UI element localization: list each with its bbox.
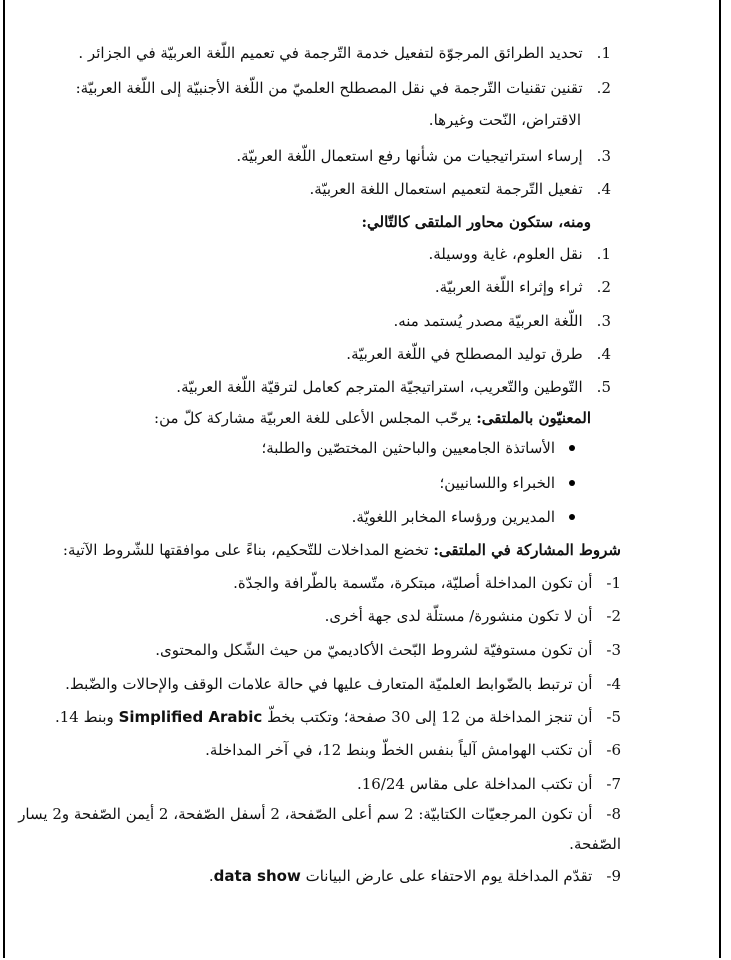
- item-number: 6-: [606, 741, 621, 759]
- item-number: 2.: [596, 79, 611, 97]
- item-number: 1.: [596, 44, 611, 62]
- item-text: أن لا تكون منشورة/ مستلّة لدى جهة أخرى.: [324, 607, 593, 625]
- conditions-paragraph: [63, 540, 621, 560]
- font-name: Simplified Arabic: [118, 708, 263, 726]
- item-number: 4.: [596, 180, 611, 198]
- list-item: [236, 146, 611, 166]
- item-text: أن تكتب الهوامش آلياً بنفس الخطّ وبنط 12، في آخر المداخلة.: [205, 741, 593, 759]
- bullet-item: الأساتذة الجامعيين والباحثين المختصّين والطلبة؛: [261, 439, 555, 457]
- item-text: تقدّم المداخلة يوم الاحتفاء على عارض البيانات: [305, 867, 593, 885]
- item-text: التّوطين والتّعريب، استراتيجيّة المترجم كعامل لترقيّة اللّغة العربيّة.: [176, 378, 583, 396]
- item-number: 5.: [596, 378, 611, 396]
- item-text: أن تكون مستوفيّة لشروط البّحث الأكاديميّ من حيث الشّكل والمحتوى.: [155, 641, 593, 659]
- item-text: .: [208, 867, 214, 885]
- item-text: أن تكون المداخلة أصليّة، مبتكرة، متّسمة بالطّرافة والجدّة.: [233, 574, 593, 592]
- section-heading: ومنه، ستكون محاور الملتقى كالتّالي:: [361, 213, 591, 231]
- bullet-icon: [569, 445, 575, 451]
- item-number: 4-: [606, 675, 621, 693]
- item-number: 9-: [606, 867, 621, 885]
- bullet-item: المديرين ورؤساء المخابر اللغويّة.: [351, 508, 555, 526]
- item-text: تفعيل التّرجمة لتعميم استعمال اللغة العربيّة.: [309, 180, 583, 198]
- list-item: [176, 377, 611, 397]
- item-text: أن تكون المرجعيّات الكتابيّة: 2 سم أعلى الصّفحة، 2 أسفل الصّفحة، 2 أيمن الصّفحة و2 يسار: [18, 805, 593, 823]
- item-text: إرساء استراتيجيات من شأنها رفع استعمال اللّغة العربيّة.: [236, 147, 583, 165]
- list-item-continuation: الاقتراض، النّحت وغيرها.: [428, 111, 581, 129]
- item-text: أن تنجز المداخلة من 12 إلى 30 صفحة؛ وتكتب بخطّ: [267, 708, 593, 726]
- item-text: ثراء وإثراء اللّغة العربيّة.: [434, 278, 583, 296]
- list-item: [76, 78, 611, 98]
- condition-item: [55, 707, 621, 727]
- condition-item: [65, 674, 621, 694]
- item-number: 8-: [606, 805, 621, 823]
- item-number: 2-: [606, 607, 621, 625]
- item-number: 3-: [606, 641, 621, 659]
- item-text: اللّغة العربيّة مصدر يُستمد منه.: [393, 312, 583, 330]
- item-number: 3.: [596, 312, 611, 330]
- condition-item: [357, 774, 621, 794]
- bullet-icon: [569, 480, 575, 486]
- item-number: 1-: [606, 574, 621, 592]
- list-item: [428, 244, 611, 264]
- condition-item: [155, 640, 621, 660]
- condition-item-continuation: الصّفحة.: [569, 835, 621, 853]
- item-text: أن ترتبط بالضّوابط العلميّة المتعارف عليها في حالة علامات الوقف والإحالات والضّبط.: [65, 675, 593, 693]
- condition-item: [325, 606, 621, 626]
- condition-item: [233, 573, 621, 593]
- list-item: [78, 43, 611, 63]
- conditions-label: شروط المشاركة في الملتقى:: [433, 541, 621, 559]
- item-text: أن تكتب المداخلة على مقاس 16/24.: [356, 775, 593, 793]
- concerned-text: يرحّب المجلس الأعلى للغة العربيّة مشاركة كلّ من:: [154, 409, 477, 427]
- item-number: 7-: [606, 775, 621, 793]
- list-item: [346, 344, 611, 364]
- item-text: وبنط 14.: [54, 708, 114, 726]
- item-number: 3.: [596, 147, 611, 165]
- item-number: 4.: [596, 345, 611, 363]
- condition-item: [205, 740, 621, 760]
- list-item: [393, 311, 611, 331]
- bullet-icon: [569, 514, 575, 520]
- item-text: طرق توليد المصطلح في اللّغة العربيّة.: [346, 345, 583, 363]
- condition-item: [18, 804, 621, 824]
- item-number: 5-: [606, 708, 621, 726]
- condition-item: [209, 866, 621, 886]
- item-text: نقل العلوم، غاية ووسيلة.: [428, 245, 583, 263]
- device-name: data show: [213, 867, 301, 885]
- item-text: تحديد الطرائق المرجوّة لتفعيل خدمة التّرجمة في تعميم اللّغة العربيّة في الجزائر .: [78, 44, 583, 62]
- list-item: [310, 179, 611, 199]
- bullet-item: الخبراء واللسانيين؛: [439, 474, 555, 492]
- item-text: تقنين تقنيات التّرجمة في نقل المصطلح العلميّ من اللّغة الأجنبيّة إلى اللّغة العربيّة:: [75, 79, 583, 97]
- concerned-label: المعنيّون بالملتقى:: [476, 409, 591, 427]
- item-number: 2.: [596, 278, 611, 296]
- concerned-paragraph: [154, 408, 591, 428]
- conditions-text: تخضع المداخلات للتّحكيم، بناءً على موافقتها للشّروط الآتية:: [62, 541, 434, 559]
- item-number: 1.: [596, 245, 611, 263]
- list-item: [435, 277, 611, 297]
